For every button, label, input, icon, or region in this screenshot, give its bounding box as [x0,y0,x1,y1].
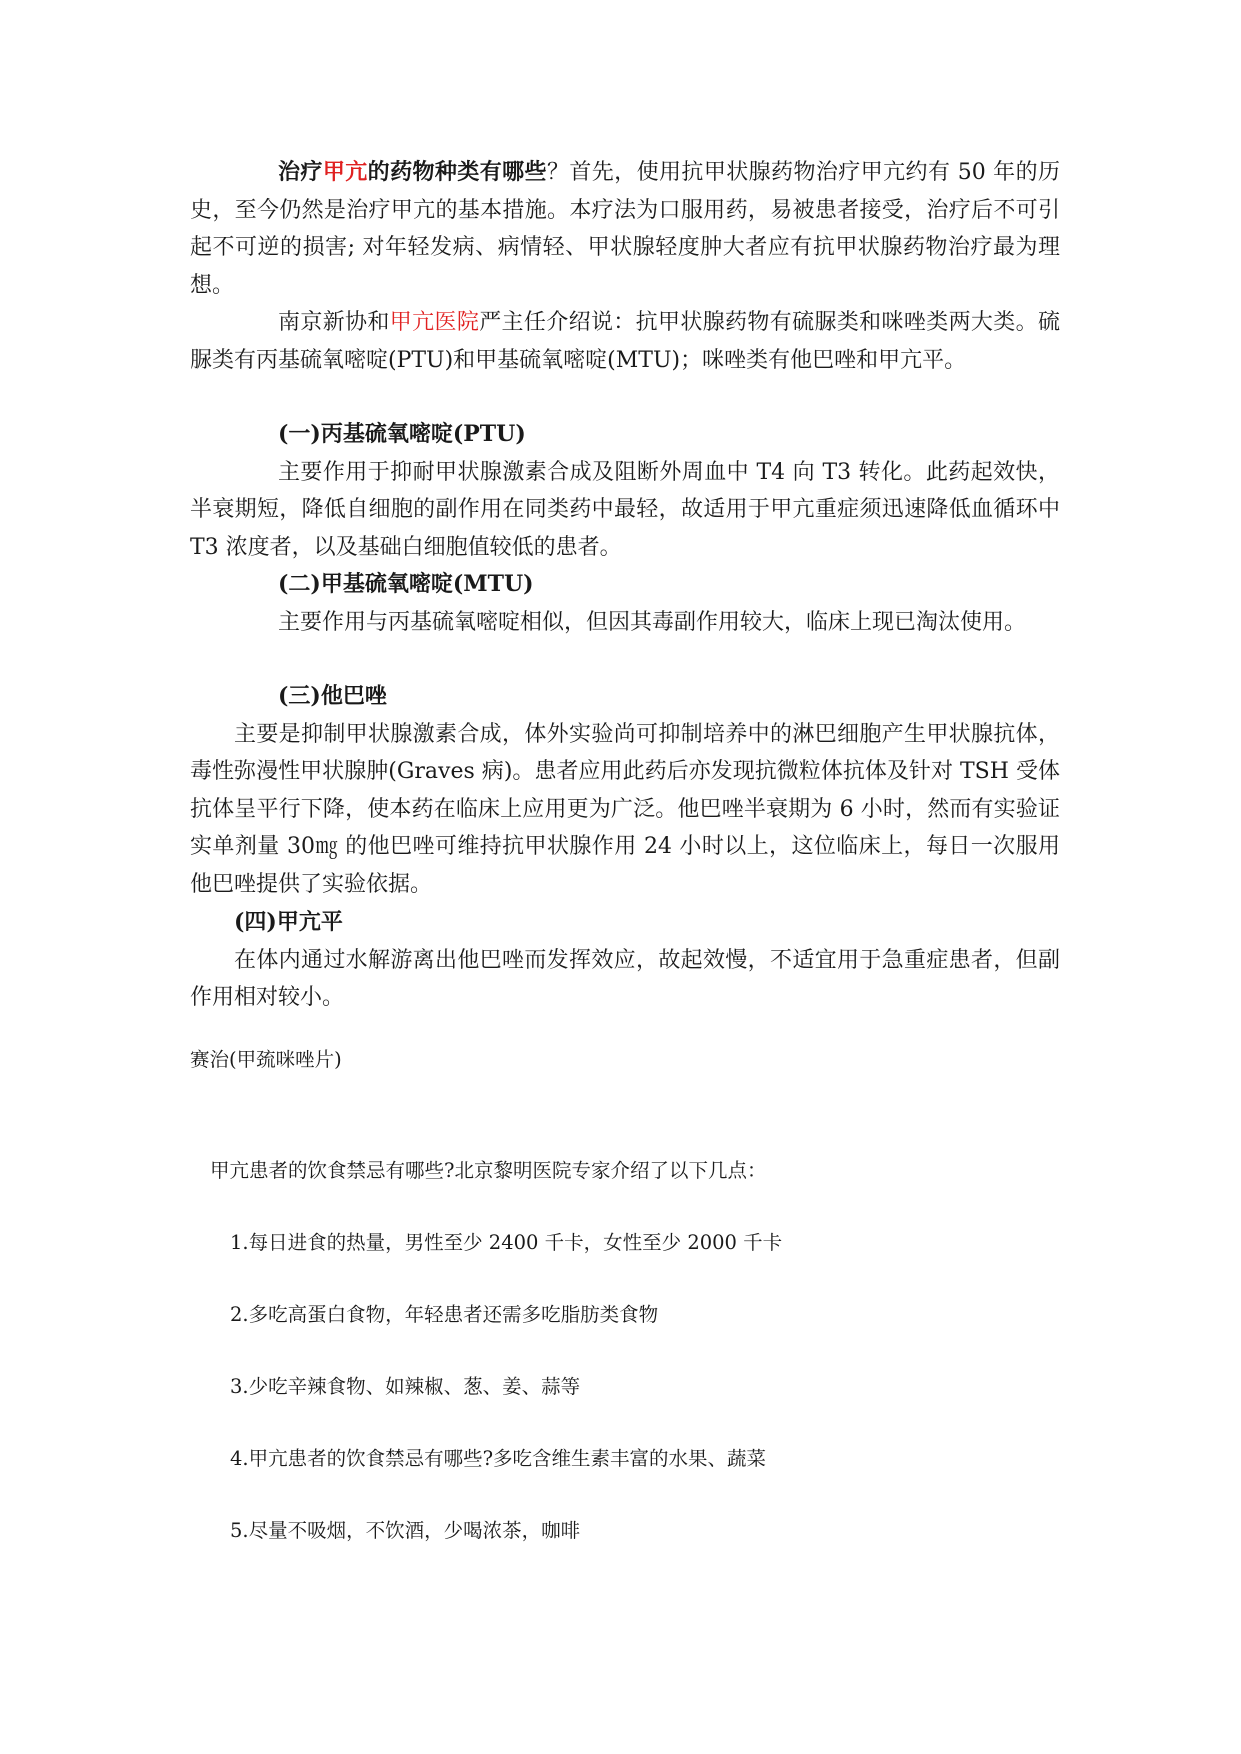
section-mtu-text: 主要作用与丙基硫氧嘧啶相似，但因其毒副作用较大，临床上现已淘汰使用。 [278,609,1027,635]
list-item: 4.甲亢患者的饮食禁忌有哪些?多吃含维生素丰富的水果、蔬菜 [230,1447,767,1470]
section-tapazole-text: 主要是抑制甲状腺激素合成，体外实验尚可抑制培养中的淋巴细胞产生甲状腺抗体，毒性弥漫性甲状腺肿(Graves 病)。患者应用此药后亦发现抗微粒体抗体及针对 TSH 受体抗体呈平行下降，使本药在临床上应用更为广泛。他巴唑半衰期为 6 小时，然而有实验证实单剂量 30㎎ 的他巴唑可维持抗甲状腺作用 24 小时以上，这位临床上，每日一次服用他巴唑提供了实验依据。 [190,721,1060,897]
section-mtu-heading: (二)甲基硫氧嘧啶(MTU) [278,571,534,597]
list-item: 1.每日进食的热量，男性至少 2400 千卡，女性至少 2000 千卡 [230,1231,783,1254]
section-tapazole [190,678,1060,903]
list-item: 3.少吃辛辣食物、如辣椒、葱、姜、蒜等 [230,1375,581,1398]
intro-text: ？首先，使用抗甲状腺药物治疗甲亢约有 50 年的历史，至今仍然是治疗甲亢的基本措施。本疗法为口服用药，易被患者接受，治疗后不可引起不可逆的损害; 对年轻发病、病情轻、甲状腺轻度肿大者应有抗甲状腺药物治疗最为理想。 [190,160,1060,298]
section-mtu [190,566,1060,641]
intro-question-suffix: 的药物种类有哪些 [367,159,547,185]
hospital-paragraph [190,304,1060,379]
diet-intro: 甲亢患者的饮食禁忌有哪些?北京黎明医院专家介绍了以下几点： [210,1159,767,1182]
section-carbimazole-text: 在体内通过水解游离出他巴唑而发挥效应，故起效慢，不适宜用于急重症患者，但副作用相对较小。 [190,947,1060,1010]
section-tapazole-heading: (三)他巴唑 [278,683,387,709]
hospital-link[interactable]: 甲亢医院 [389,310,480,335]
hospital-text: 严主任介绍说：抗甲状腺药物有硫脲类和咪唑类两大类。硫脲类有丙基硫氧嘧啶(PTU)和甲基硫氧嘧啶(MTU)；咪唑类有他巴唑和甲亢平。 [190,310,1060,373]
intro-question-keyword[interactable]: 甲亢 [322,159,368,185]
section-carbimazole [190,904,1060,1017]
product-name: 赛治(甲巯咪唑片) [190,1048,342,1071]
list-item: 5.尽量不吸烟，不饮酒，少喝浓茶，咖啡 [230,1519,581,1542]
section-ptu-text: 主要作用于抑耐甲状腺激素合成及阻断外周血中 T4 向 T3 转化。此药起效快，半衰期短，降低自细胞的副作用在同类药中最轻，故适用于甲亢重症须迅速降低血循环中 T3 浓度者，以及基础白细胞值较低的患者。 [190,459,1060,560]
section-ptu-heading: (一)丙基硫氧嘧啶(PTU) [278,421,526,447]
hospital-prefix: 南京新协和 [278,310,390,335]
list-item: 2.多吃高蛋白食物，年轻患者还需多吃脂肪类食物 [230,1303,659,1326]
intro-paragraph [190,154,1060,304]
intro-question-prefix: 治疗 [278,159,323,185]
section-carbimazole-heading: (四)甲亢平 [234,909,343,935]
section-ptu [190,416,1060,566]
